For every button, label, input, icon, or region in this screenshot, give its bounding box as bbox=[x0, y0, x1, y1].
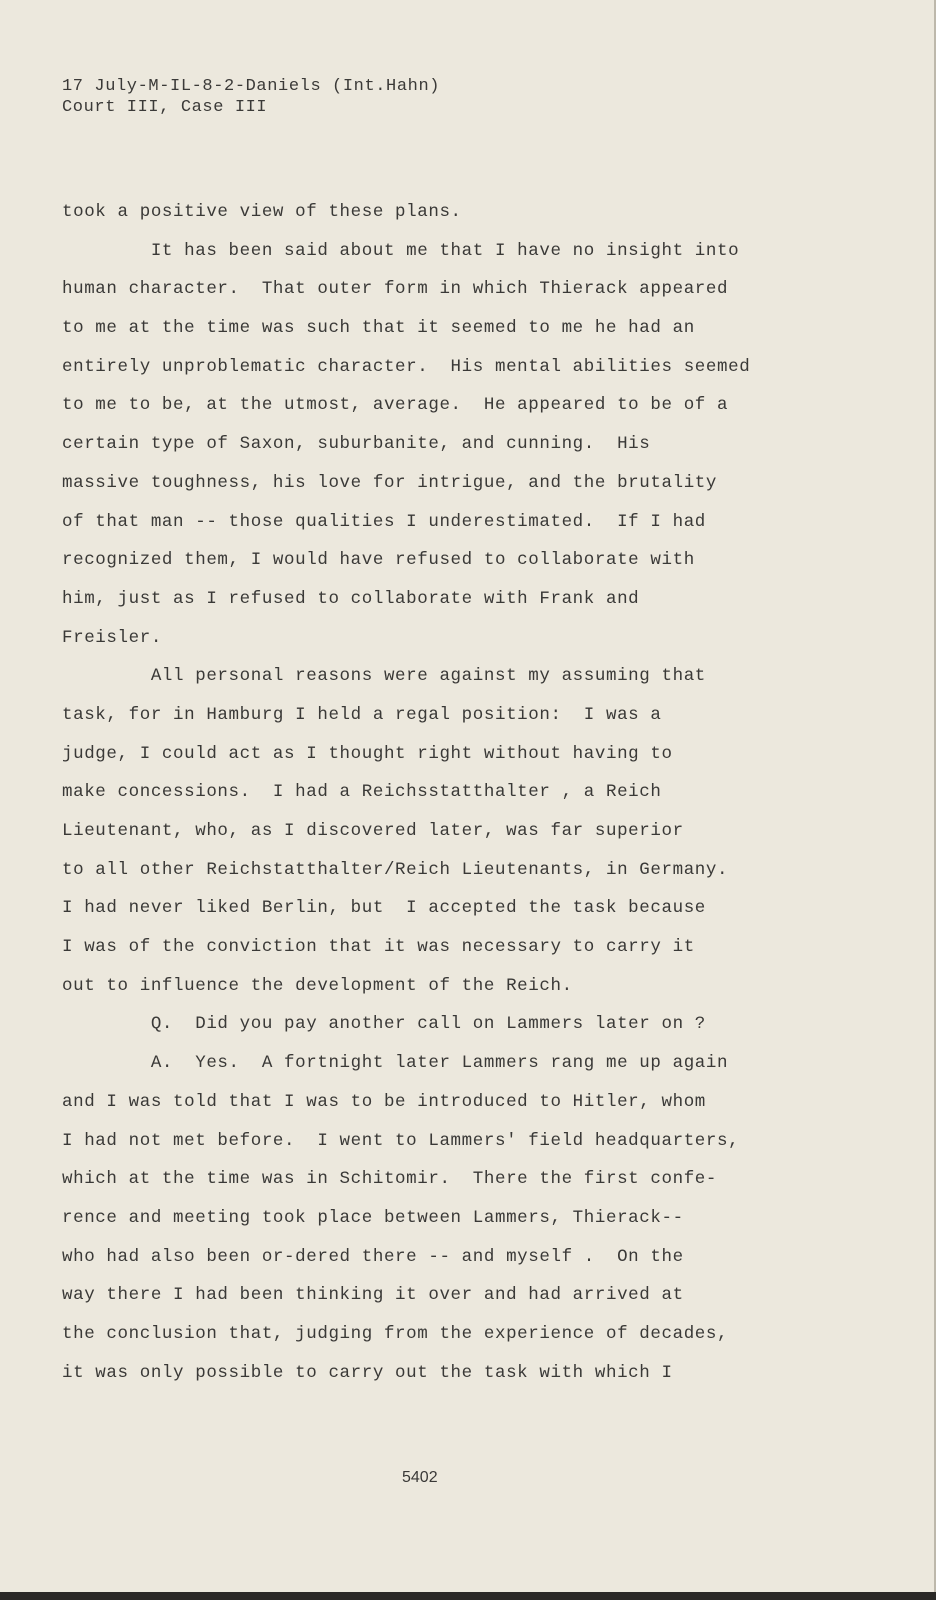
text-line: took a positive view of these plans. bbox=[62, 202, 462, 222]
scan-edge-bar bbox=[0, 1592, 936, 1600]
header-court-line: Court III, Case III bbox=[62, 98, 268, 117]
text-line: Freisler. bbox=[62, 627, 162, 648]
text-line: Q. Did you pay another call on Lammers later on ? bbox=[62, 1014, 706, 1035]
text-line: I had not met before. I went to Lammers' field headquarters, bbox=[62, 1130, 740, 1151]
text-line: out to influence the development of the Reich. bbox=[62, 975, 573, 996]
text-line: the conclusion that, judging from the experience of decades, bbox=[62, 1323, 729, 1344]
text-line: make concessions. I had a Reichsstatthalter , a Reich bbox=[62, 782, 662, 803]
text-line: to me to be, at the utmost, average. He appeared to be of a bbox=[62, 395, 729, 416]
text-line: to me at the time was such that it seemed to me he had an bbox=[62, 318, 695, 339]
text-line: who had also been or-dered there -- and myself . On the bbox=[62, 1246, 684, 1267]
text-line: judge, I could act as I thought right without having to bbox=[62, 743, 673, 764]
text-line: certain type of Saxon, suburbanite, and cunning. His bbox=[62, 434, 651, 455]
text-line: All personal reasons were against my assuming that bbox=[62, 666, 706, 687]
text-line: It has been said about me that I have no insight into bbox=[62, 240, 740, 261]
document-header bbox=[62, 76, 440, 118]
text-line: way there I had been thinking it over and had arrived at bbox=[62, 1285, 684, 1306]
text-line: which at the time was in Schitomir. There the first confe- bbox=[62, 1169, 718, 1190]
text-line: of that man -- those qualities I underestimated. If I had bbox=[62, 511, 706, 532]
page-number: 5402 bbox=[402, 1469, 438, 1486]
text-line: him, just as I refused to collaborate with Frank and bbox=[62, 588, 640, 609]
text-line: entirely unproblematic character. His mental abilities seemed bbox=[62, 356, 751, 377]
text-line: Lieutenant, who, as I discovered later, was far superior bbox=[62, 821, 684, 841]
text-line: I was of the conviction that it was necessary to carry it bbox=[62, 937, 695, 958]
header-session-line: 17 July-M-IL-8-2-Daniels (Int.Hahn) bbox=[62, 77, 441, 96]
text-line: rence and meeting took place between Lammers, Thierack-- bbox=[62, 1207, 684, 1228]
text-line: to all other Reichstatthalter/Reich Lieutenants, in Germany. bbox=[62, 859, 729, 880]
text-line: massive toughness, his love for intrigue, and the brutality bbox=[62, 472, 718, 493]
text-line: and I was told that I was to be introduced to Hitler, whom bbox=[62, 1091, 706, 1112]
transcript-body bbox=[62, 202, 892, 1401]
text-line: it was only possible to carry out the task with which I bbox=[62, 1362, 673, 1383]
text-line: recognized them, I would have refused to collaborate with bbox=[62, 550, 695, 571]
text-line: I had never liked Berlin, but I accepted the task because bbox=[62, 898, 706, 919]
text-line: A. Yes. A fortnight later Lammers rang me up again bbox=[62, 1053, 729, 1074]
text-line: task, for in Hamburg I held a regal position: I was a bbox=[62, 704, 662, 725]
text-line: human character. That outer form in which Thierack appeared bbox=[62, 279, 729, 300]
